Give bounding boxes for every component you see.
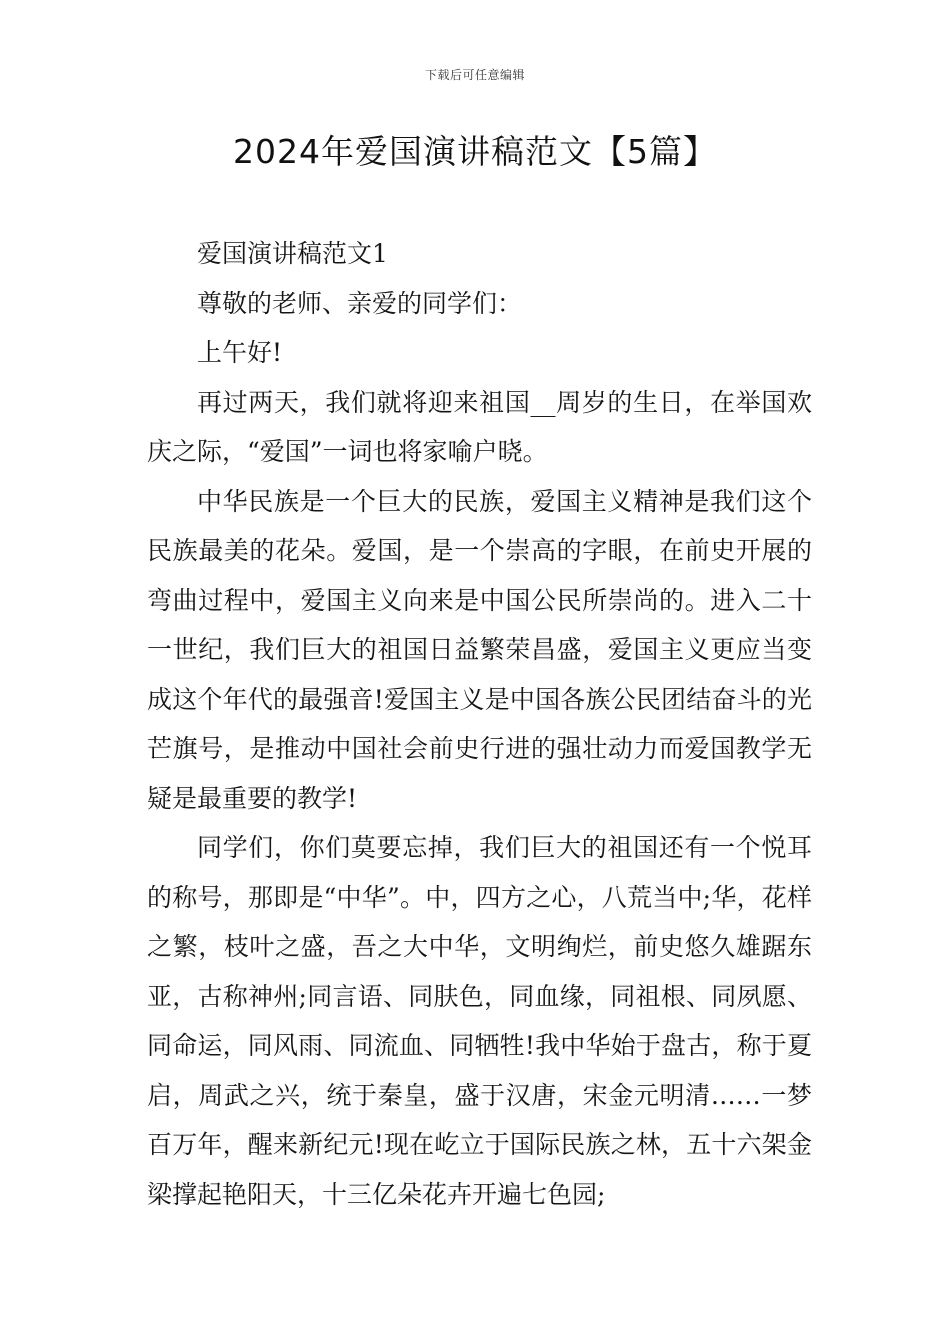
- paragraph: 再过两天，我们就将迎来祖国__周岁的生日，在举国欢庆之际，“爱国”一词也将家喻户晓。: [147, 387, 812, 466]
- document-title: 2024年爱国演讲稿范文【5篇】: [233, 132, 717, 171]
- document-body: [147, 229, 812, 1219]
- paragraph: 同学们，你们莫要忘掉，我们巨大的祖国还有一个悦耳的称号，那即是“中华”。中，四方之心，八荒当中;华，花样之繁，枝叶之盛，吾之大中华，文明绚烂，前史悠久雄踞东亚，古称神州;同言语、同肤色，同血缘，同祖根、同夙愿、同命运，同风雨、同流血、同牺牲!我中华始于盘古，称于夏启，周武之兴，统于秦皇，盛于汉唐，宋金元明清……一梦百万年，醒来新纪元!现在屹立于国际民族之林，五十六架金梁撑起艳阳天，十三亿朵花卉开遍七色园;: [147, 833, 812, 1209]
- paragraph: 中华民族是一个巨大的民族，爱国主义精神是我们这个民族最美的花朵。爱国，是一个崇高的字眼，在前史开展的弯曲过程中，爱国主义向来是中国公民所崇尚的。进入二十一世纪，我们巨大的祖国日益繁荣昌盛，爱国主义更应当变成这个年代的最强音!爱国主义是中国各族公民团结奋斗的光芒旗号，是推动中国社会前史行进的强壮动力而爱国教学无疑是最重要的教学!: [147, 486, 812, 813]
- greeting: 上午好!: [197, 338, 283, 367]
- salutation: 尊敬的老师、亲爱的同学们：: [197, 288, 523, 318]
- section-heading: 爱国演讲稿范文1: [197, 239, 388, 268]
- header-note: 下载后可任意编辑: [424, 68, 525, 82]
